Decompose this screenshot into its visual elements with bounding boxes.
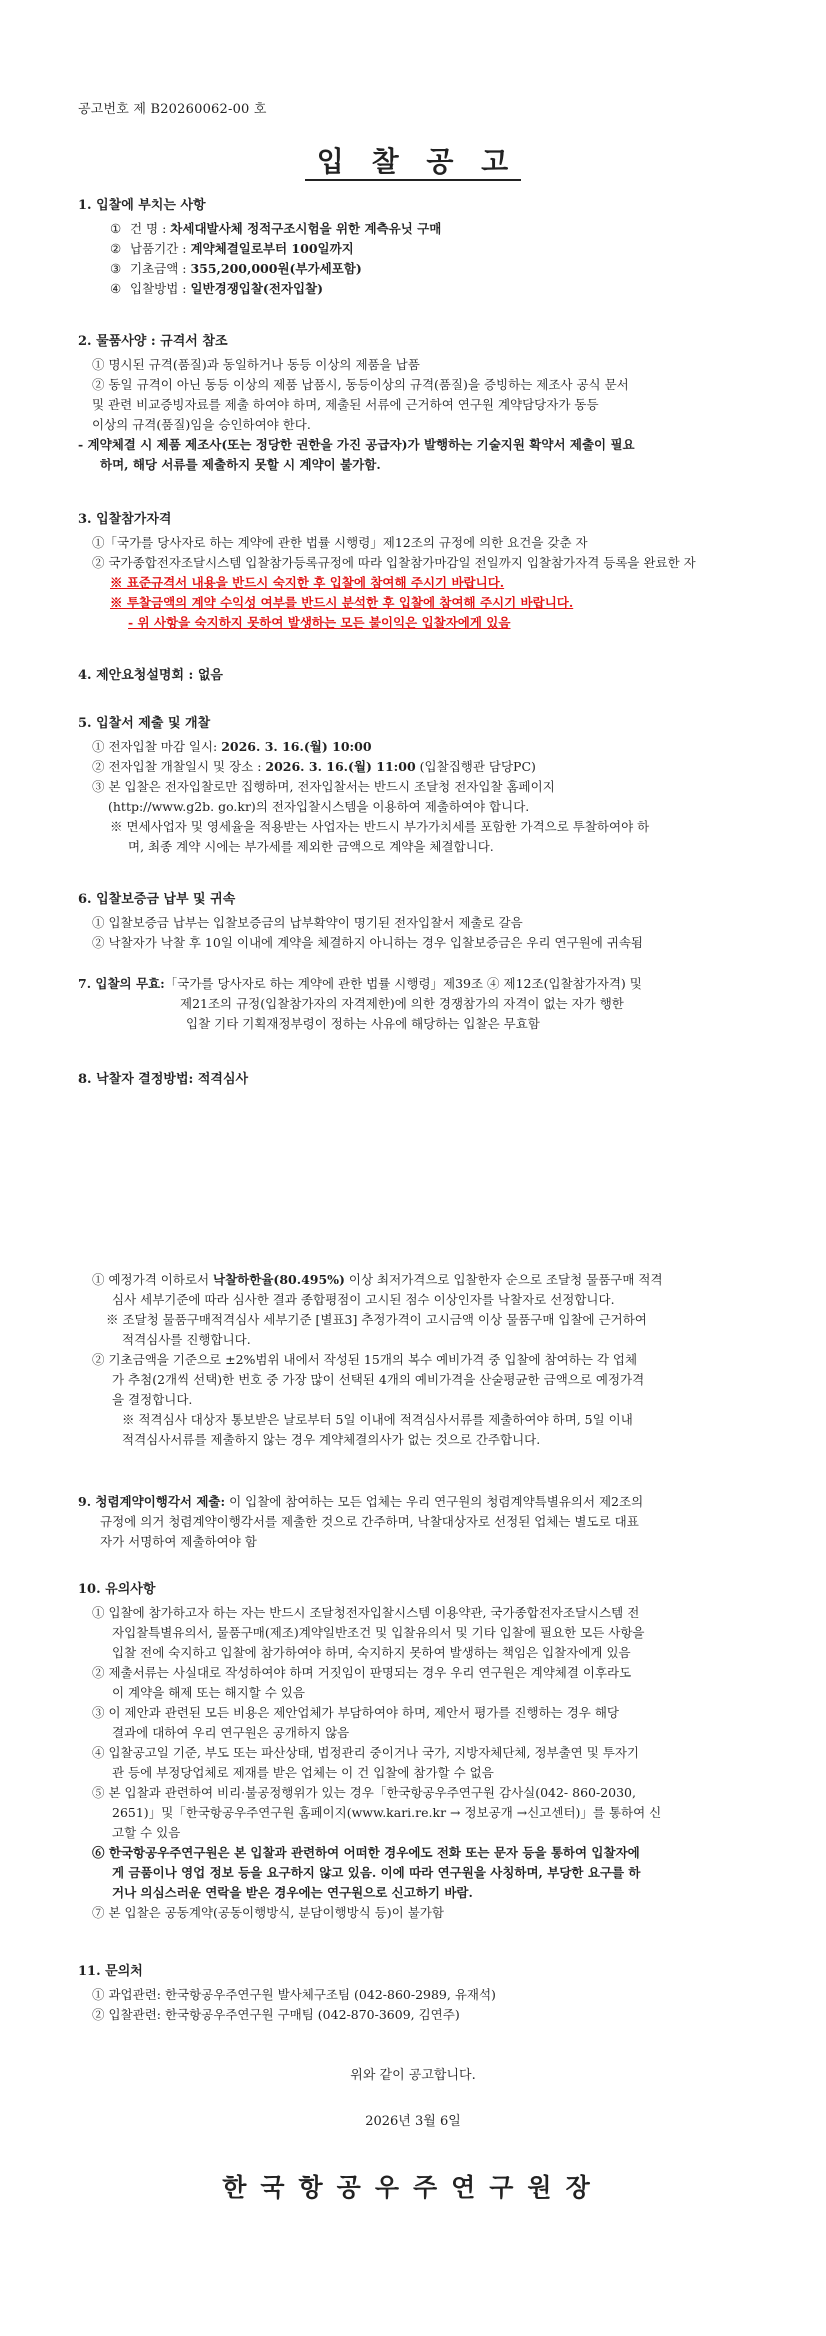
s8-line: 심사 세부기준에 따라 심사한 결과 종합평점이 고시된 점수 이상인자를 낙찰자로 선정합니다.: [112, 1292, 615, 1307]
s10-warning: 게 금품이나 영업 정보 등을 요구하지 않고 있음. 이에 따라 연구원을 사칭하며, 부당한 요구를 하: [112, 1865, 641, 1880]
s3-warning: - 위 사항을 숙지하지 못하여 발생하는 모든 불이익은 입찰자에게 있음: [128, 615, 511, 630]
s10-line: ⑤ 본 입찰과 관련하여 비리·불공정행위가 있는 경우「한국항공우주연구원 감사실(042- 860-2030,: [92, 1785, 636, 1800]
section-11: [78, 1960, 766, 2025]
signature: 한국항공우주연구원장: [222, 2173, 604, 2202]
s9-line: 자가 서명하여 제출하여야 함: [100, 1534, 257, 1549]
s5-line: ① 전자입찰 마감 일시: 2026. 3. 16.(월) 10:00: [92, 739, 372, 754]
notice-number: 공고번호 제 B20260062-00 호: [78, 102, 267, 117]
s8-note: ※ 조달청 물품구매적격심사 세부기준 [별표3] 추정가격이 고시금액 이상 물품구매 입찰에 근거하여: [106, 1312, 647, 1327]
s8-note: 적격심사서류를 제출하지 않는 경우 계약체결의사가 없는 것으로 간주합니다.: [122, 1432, 541, 1447]
s10-line: 관 등에 부정당업체로 제재를 받은 업체는 이 건 입찰에 참가할 수 없음: [112, 1765, 494, 1780]
section-7: [78, 974, 766, 1034]
s10-line: 이 계약을 해제 또는 해지할 수 있음: [112, 1685, 305, 1700]
s8-note: ※ 적격심사 대상자 통보받은 날로부터 5일 이내에 적격심사서류를 제출하여야 하며, 5일 이내: [122, 1412, 633, 1427]
s8-note: 적격심사를 진행합니다.: [122, 1332, 251, 1347]
s7-line: 입찰 기타 기획재정부령이 정하는 사유에 해당하는 입찰은 무효함: [186, 1016, 540, 1031]
section-8: [78, 1068, 766, 1093]
section-6-heading: 6. 입찰보증금 납부 및 귀속: [78, 892, 236, 907]
s1-item-2: ② 납품기간 : 계약체결일로부터 100일까지: [110, 241, 354, 256]
s1-item-4: ④ 입찰방법 : 일반경쟁입찰(전자입찰): [110, 281, 324, 296]
section-4-heading: 4. 제안요청설명회 : 없음: [78, 668, 223, 683]
s2-notice: 하며, 해당 서류를 제출하지 못할 시 계약이 불가함.: [100, 457, 381, 472]
s6-line: ② 낙찰자가 낙찰 후 10일 이내에 계약을 체결하지 아니하는 경우 입찰보증금은 우리 연구원에 귀속됨: [92, 935, 643, 950]
section-4: [78, 664, 766, 689]
s5-line: ② 전자입찰 개찰일시 및 장소 : 2026. 3. 16.(월) 11:00 (입찰집행관 담당PC): [92, 759, 536, 774]
section-1-heading: 1. 입찰에 부치는 사항: [78, 198, 206, 213]
page-title: [0, 140, 826, 180]
s10-line: 2651)」및「한국항공우주연구원 홈페이지(www.kari.re.kr → 정보공개 →신고센터)」를 통하여 신: [112, 1805, 662, 1820]
s9-line: 규정에 의거 청렴계약이행각서를 제출한 것으로 간주하며, 낙찰대상자로 선정된 업체는 별도로 대표: [100, 1514, 639, 1529]
section-9: [78, 1492, 766, 1552]
s10-warning: 거나 의심스러운 연락을 받은 경우에는 연구원으로 신고하기 바람.: [112, 1885, 473, 1900]
section-11-heading: 11. 문의처: [78, 1964, 143, 1979]
closing-text: 위와 같이 공고합니다.: [350, 2068, 476, 2083]
s10-line: ② 제출서류는 사실대로 작성하여야 하며 거짓임이 판명되는 경우 우리 연구원은 계약체결 이후라도: [92, 1665, 632, 1680]
s2-line: 이상의 규격(품질)임을 승인하여야 한다.: [92, 417, 311, 432]
s10-line: ① 입찰에 참가하고자 하는 자는 반드시 조달청전자입찰시스템 이용약관, 국가종합전자조달시스템 전: [92, 1605, 640, 1620]
s8-line: 을 결정합니다.: [112, 1392, 193, 1407]
section-10-heading: 10. 유의사항: [78, 1582, 156, 1597]
section-8-body: [78, 1270, 766, 1450]
s10-line: 고할 수 있음: [112, 1825, 181, 1840]
s5-note: ※ 면세사업자 및 영세율을 적용받는 사업자는 반드시 부가가치세를 포함한 가격으로 투찰하여야 하: [110, 819, 650, 834]
s1-item-1: ① 건 명 : 차세대발사체 정적구조시험을 위한 계측유닛 구매: [110, 221, 442, 236]
s10-line: 자입찰특별유의서, 물품구매(제조)계약일반조건 및 입찰유의서 및 기타 입찰에 필요한 모든 사항을: [112, 1625, 645, 1640]
s5-line: (http://www.g2b. go.kr)의 전자입찰시스템을 이용하여 제출하여야 합니다.: [108, 799, 530, 814]
s9-line: 9. 청렴계약이행각서 제출: 이 입찰에 참여하는 모든 업체는 우리 연구원의 청렴계약특별유의서 제2조의: [78, 1494, 644, 1509]
section-10: [78, 1578, 766, 1923]
s2-line: 및 관련 비교증빙자료를 제출 하여야 하며, 제출된 서류에 근거하여 연구원 계약담당자가 동등: [92, 397, 599, 412]
title-text: 입 찰 공 고: [305, 145, 521, 181]
section-2: [78, 330, 766, 475]
section-8-heading: 8. 낙찰자 결정방법: 적격심사: [78, 1072, 249, 1087]
section-3: [78, 508, 766, 633]
notice-date: 2026년 3월 6일: [365, 2114, 461, 2129]
s10-warning: ⑥ 한국항공우주연구원은 본 입찰과 관련하여 어떠한 경우에도 전화 또는 문자 등을 통하여 입찰자에: [92, 1845, 640, 1860]
contact-bid: ② 입찰관련: 한국항공우주연구원 구매팀 (042-870-3609, 김연주): [92, 2007, 460, 2022]
s8-line: ① 예정가격 이하로서 낙찰하한율(80.495%) 이상 최저가격으로 입찰한자 순으로 조달청 물품구매 적격: [92, 1272, 663, 1287]
s1-item-3: ③ 기초금액 : 355,200,000원(부가세포함): [110, 261, 362, 276]
s3-warning: ※ 표준규격서 내용을 반드시 숙지한 후 입찰에 참여해 주시기 바랍니다.: [110, 575, 505, 590]
contact-task: ① 과업관련: 한국항공우주연구원 발사체구조팀 (042-860-2989, 유재석): [92, 1987, 496, 2002]
section-2-heading: 2. 물품사양 : 규격서 참조: [78, 334, 228, 349]
s6-line: ① 입찰보증금 납부는 입찰보증금의 납부확약이 명기된 전자입찰서 제출로 갈음: [92, 915, 523, 930]
s2-line: ② 동일 규격이 아닌 동등 이상의 제품 납품시, 동등이상의 규격(품질)을 증빙하는 제조사 공식 문서: [92, 377, 629, 392]
section-5-heading: 5. 입찰서 제출 및 개찰: [78, 716, 211, 731]
s8-line: ② 기초금액을 기준으로 ±2%범위 내에서 작성된 15개의 복수 예비가격 중 입찰에 참여하는 각 업체: [92, 1352, 638, 1367]
s10-line: 입찰 전에 숙지하고 입찰에 참가하여야 하며, 숙지하지 못하여 발생하는 책임은 입찰자에게 있음: [112, 1645, 631, 1660]
s5-line: ③ 본 입찰은 전자입찰로만 집행하며, 전자입찰서는 반드시 조달청 전자입찰 홈페이지: [92, 779, 555, 794]
s3-line: ①「국가를 당사자로 하는 계약에 관한 법률 시행령」제12조의 규정에 의한 요건을 갖춘 자: [92, 535, 588, 550]
section-6: [78, 888, 766, 953]
section-3-heading: 3. 입찰참가자격: [78, 512, 172, 527]
s10-line: ③ 이 제안과 관련된 모든 비용은 제안업체가 부담하여야 하며, 제안서 평가를 진행하는 경우 해당: [92, 1705, 619, 1720]
s2-notice: - 계약체결 시 제품 제조사(또는 정당한 권한을 가진 공급자)가 발행하는 기술지원 확약서 제출이 필요: [78, 437, 635, 452]
s7-line: 7. 입찰의 무효:「국가를 당사자로 하는 계약에 관한 법률 시행령」제39조 ④ 제12조(입찰참가자격) 및: [78, 976, 642, 991]
s3-warning: ※ 투찰금액의 계약 수익성 여부를 반드시 분석한 후 입찰에 참여해 주시기 바랍니다.: [110, 595, 574, 610]
s8-line: 가 추첨(2개씩 선택)한 번호 중 가장 많이 선택된 4개의 예비가격을 산술평균한 금액으로 예정가격: [112, 1372, 645, 1387]
s3-line: ② 국가종합전자조달시스템 입찰참가등록규정에 따라 입찰참가마감일 전일까지 입찰참가자격 등록을 완료한 자: [92, 555, 696, 570]
s10-line: ⑦ 본 입찰은 공동계약(공동이행방식, 분담이행방식 등)이 불가함: [92, 1905, 444, 1920]
s7-line: 제21조의 규정(입찰참가자의 자격제한)에 의한 경쟁참가의 자격이 없는 자가 행한: [180, 996, 624, 1011]
s5-note: 며, 최종 계약 시에는 부가세를 제외한 금액으로 계약을 체결합니다.: [128, 839, 494, 854]
s2-line: ① 명시된 규격(품질)과 동일하거나 동등 이상의 제품을 납품: [92, 357, 420, 372]
section-5: [78, 712, 766, 857]
s10-line: ④ 입찰공고일 기준, 부도 또는 파산상태, 법정관리 중이거나 국가, 지방자체단체, 정부출연 및 투자기: [92, 1745, 640, 1760]
section-1: [78, 194, 766, 299]
s10-line: 결과에 대하여 우리 연구원은 공개하지 않음: [112, 1725, 350, 1740]
